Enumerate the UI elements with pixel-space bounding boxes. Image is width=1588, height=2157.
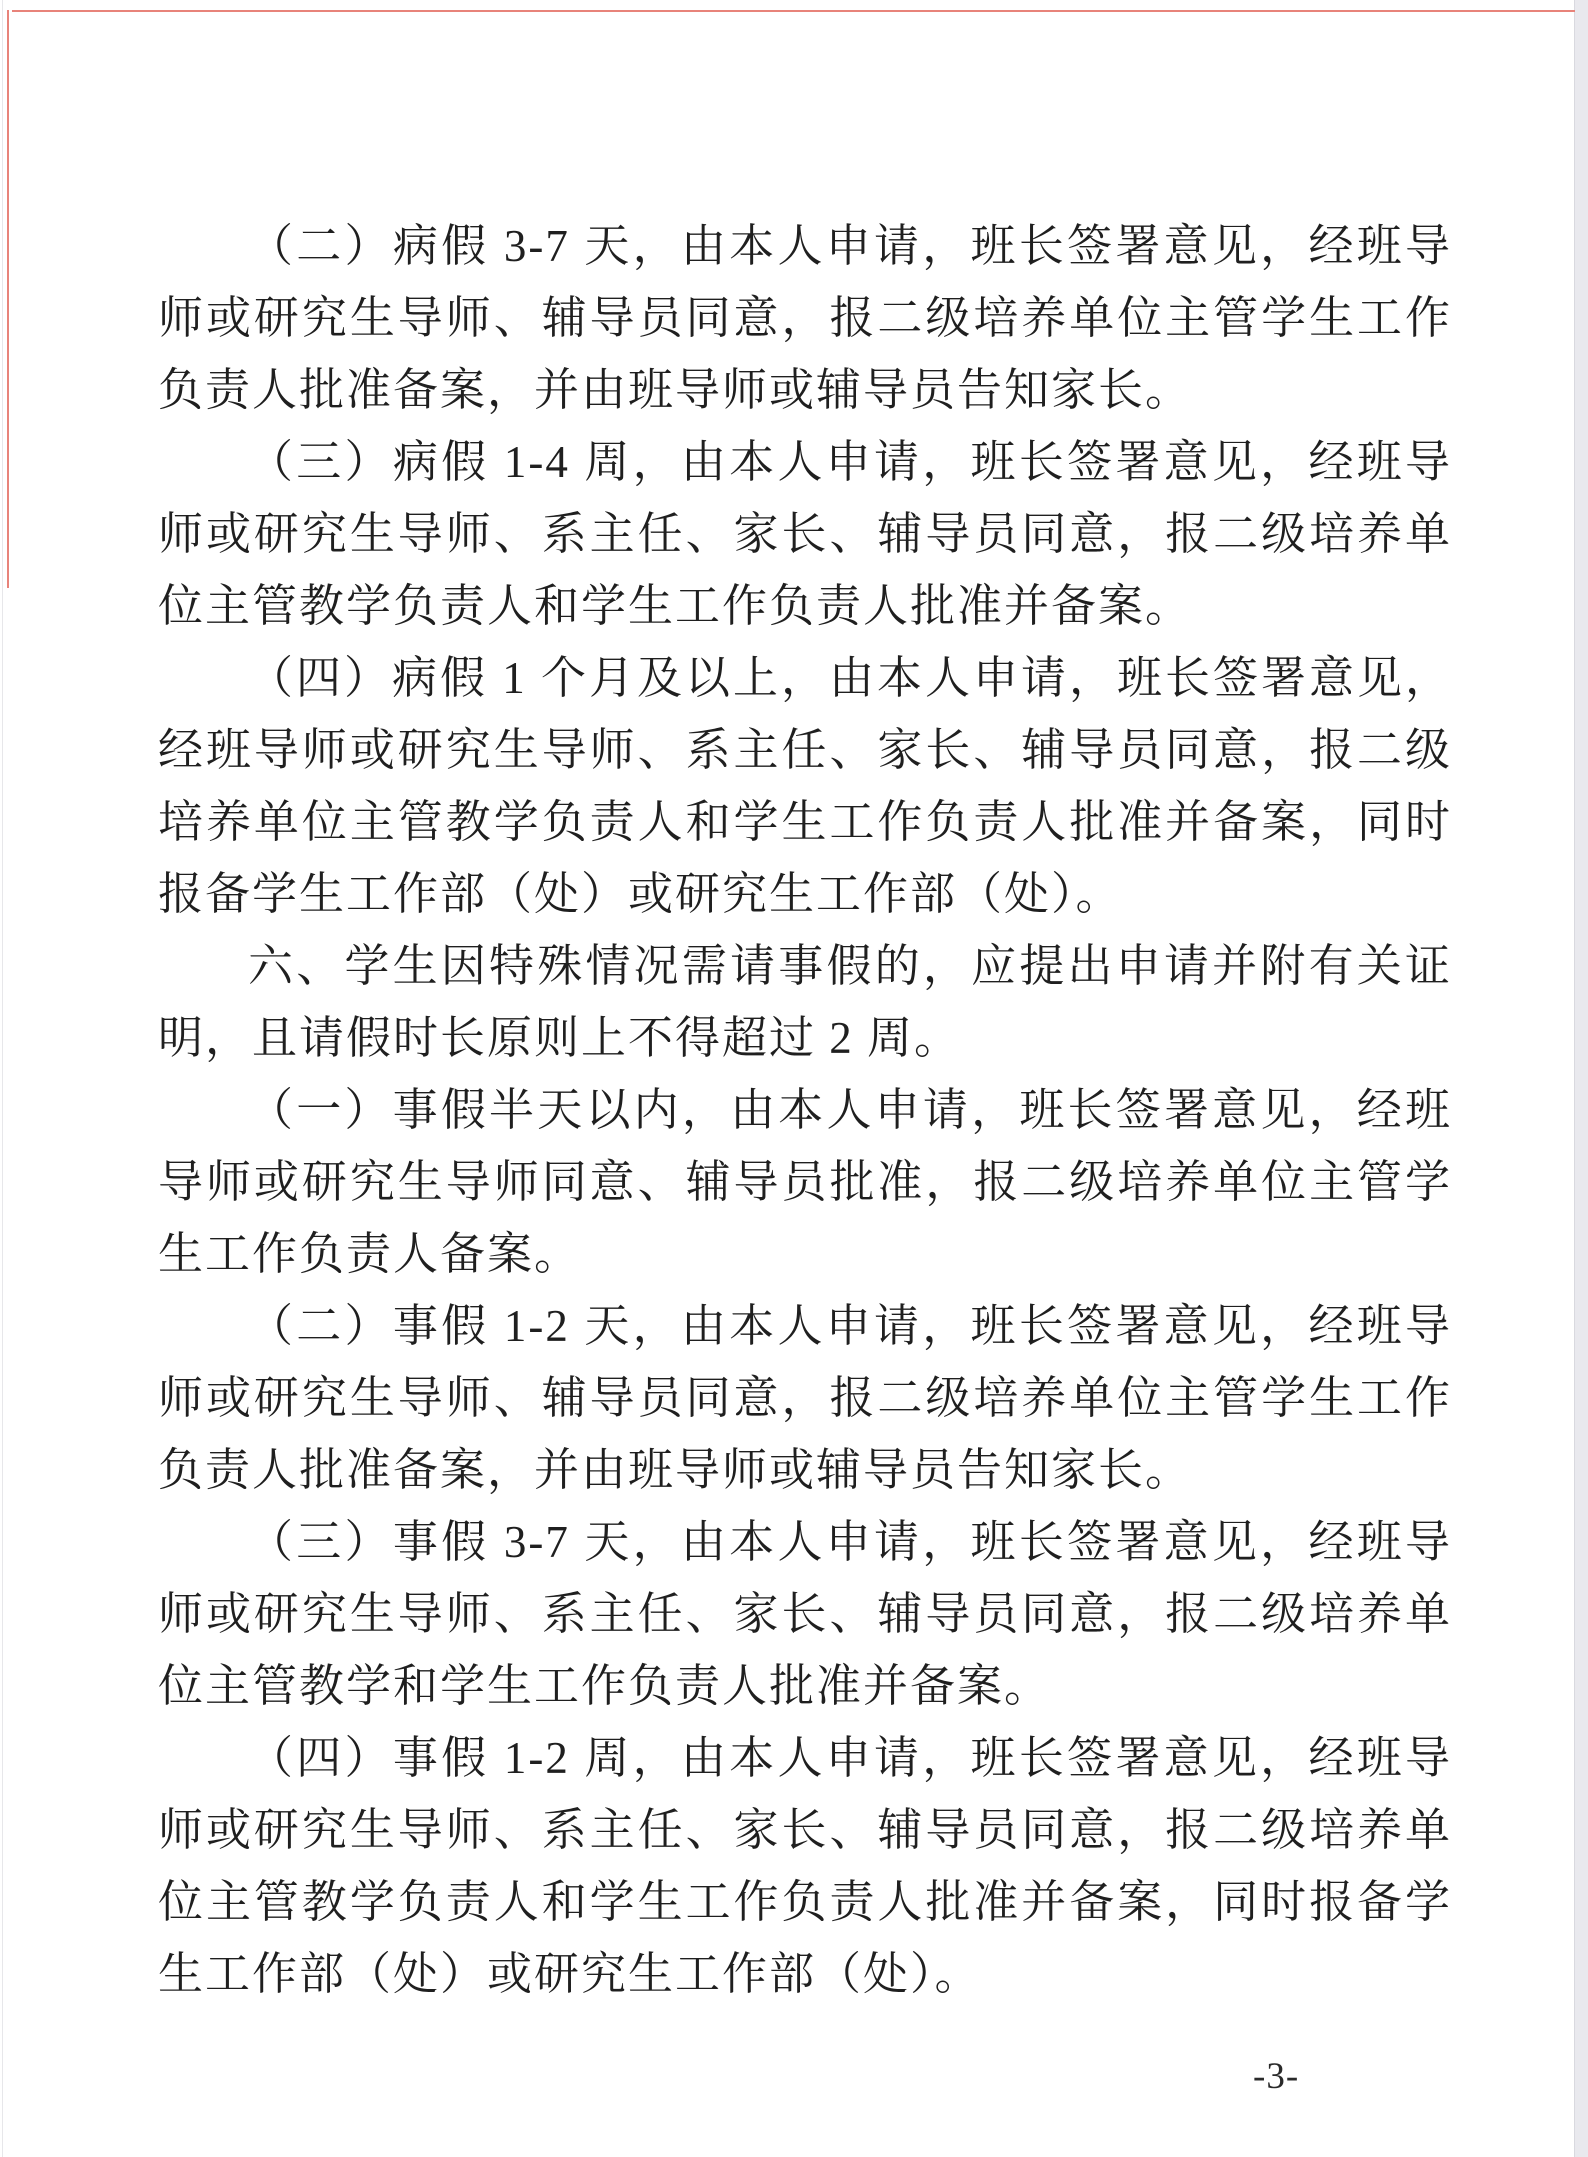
paragraph-clause-6-personal-leave: 六、学生因特殊情况需请事假的，应提出申请并附有关证明，且请假时长原则上不得超过 2 周。 — [158, 941, 1452, 1063]
paragraph-personal-leave-1-2-days: （二）事假 1-2 天，由本人申请，班长签署意见，经班导师或研究生导师、辅导员同意，报二级培养单位主管学生工作负责人批准备案，并由班导师或辅导员告知家长。 — [158, 1301, 1452, 1495]
scan-edge-left-line — [2, 0, 3, 2157]
scan-artifact-top-red-line — [12, 10, 1575, 12]
scan-edge-right-strip — [1574, 0, 1588, 2157]
paragraph-personal-leave-1-2-weeks: （四）事假 1-2 周，由本人申请，班长签署意见，经班导师或研究生导师、系主任、家长、辅导员同意，报二级培养单位主管教学负责人和学生工作负责人批准并备案，同时报备学生工作部（处）或研究生工作部（处）。 — [158, 1733, 1452, 1999]
document-body — [158, 210, 1452, 2010]
paragraph-personal-leave-half-day: （一）事假半天以内，由本人申请，班长签署意见，经班导师或研究生导师同意、辅导员批准，报二级培养单位主管学生工作负责人备案。 — [158, 1085, 1452, 1279]
paragraph-personal-leave-3-7-days: （三）事假 3-7 天，由本人申请，班长签署意见，经班导师或研究生导师、系主任、家长、辅导员同意，报二级培养单位主管教学和学生工作负责人批准并备案。 — [158, 1517, 1452, 1711]
paragraph-sick-leave-1-4-weeks: （三）病假 1-4 周，由本人申请，班长签署意见，经班导师或研究生导师、系主任、家长、辅导员同意，报二级培养单位主管教学负责人和学生工作负责人批准并备案。 — [158, 437, 1452, 631]
page-number: -3- — [1253, 2056, 1300, 2097]
scan-artifact-left-red-line — [7, 10, 9, 588]
paragraph-sick-leave-3-7-days: （二）病假 3-7 天，由本人申请，班长签署意见，经班导师或研究生导师、辅导员同意，报二级培养单位主管学生工作负责人批准备案，并由班导师或辅导员告知家长。 — [158, 221, 1452, 415]
paragraph-sick-leave-1-month-plus: （四）病假 1 个月及以上，由本人申请，班长签署意见，经班导师或研究生导师、系主任、家长、辅导员同意，报二级培养单位主管教学负责人和学生工作负责人批准并备案，同时报备学生工作部（处）或研究生工作部（处）。 — [158, 653, 1452, 919]
